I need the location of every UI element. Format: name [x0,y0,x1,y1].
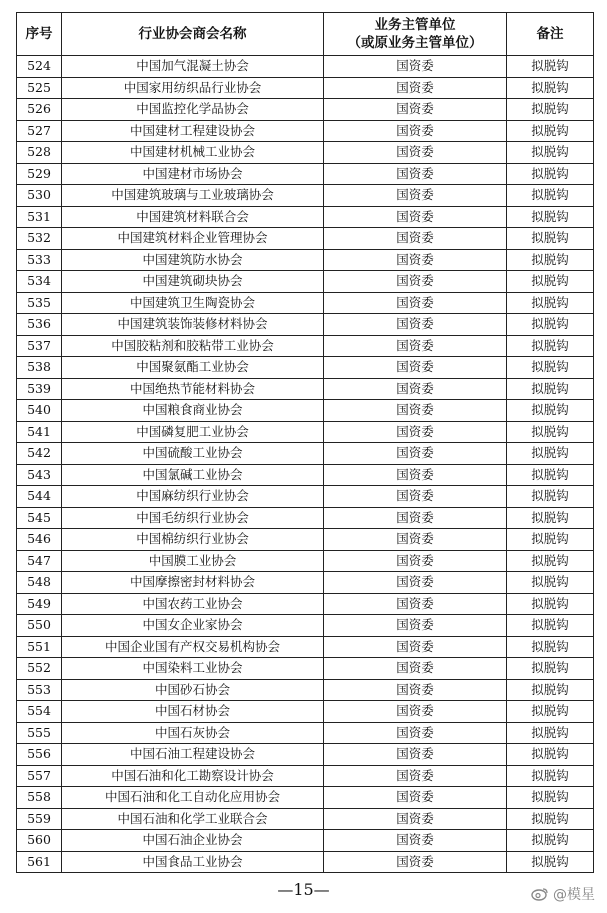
cell-name: 中国摩擦密封材料协会 [62,572,324,594]
cell-note: 拟脱钩 [507,722,594,744]
cell-no: 535 [17,292,62,314]
cell-note: 拟脱钩 [507,378,594,400]
table-row [17,744,594,766]
table-row [17,679,594,701]
cell-dept: 国资委 [324,378,507,400]
table-row [17,249,594,271]
cell-note: 拟脱钩 [507,658,594,680]
table-row [17,357,594,379]
table-row [17,529,594,551]
cell-name: 中国石油工程建设协会 [62,744,324,766]
cell-name: 中国磷复肥工业协会 [62,421,324,443]
cell-name: 中国建筑玻璃与工业玻璃协会 [62,185,324,207]
table-row [17,808,594,830]
header-note: 备注 [507,13,594,56]
cell-note: 拟脱钩 [507,228,594,250]
cell-dept: 国资委 [324,572,507,594]
cell-no: 533 [17,249,62,271]
cell-no: 561 [17,851,62,873]
table-row [17,77,594,99]
cell-no: 527 [17,120,62,142]
cell-dept: 国资委 [324,206,507,228]
table-row [17,507,594,529]
cell-dept: 国资委 [324,615,507,637]
table-row [17,787,594,809]
cell-name: 中国建材机械工业协会 [62,142,324,164]
cell-name: 中国建筑材料企业管理协会 [62,228,324,250]
cell-no: 542 [17,443,62,465]
cell-no: 541 [17,421,62,443]
cell-note: 拟脱钩 [507,77,594,99]
cell-name: 中国加气混凝土协会 [62,56,324,78]
cell-dept: 国资委 [324,77,507,99]
page-number: —15— [277,880,330,899]
cell-name: 中国石油和化学工业联合会 [62,808,324,830]
cell-note: 拟脱钩 [507,292,594,314]
cell-no: 540 [17,400,62,422]
table-row [17,658,594,680]
cell-name: 中国建筑材料联合会 [62,206,324,228]
cell-name: 中国染料工业协会 [62,658,324,680]
table-row [17,421,594,443]
cell-dept: 国资委 [324,486,507,508]
cell-no: 539 [17,378,62,400]
cell-name: 中国女企业家协会 [62,615,324,637]
cell-dept: 国资委 [324,314,507,336]
cell-name: 中国石灰协会 [62,722,324,744]
cell-name: 中国硫酸工业协会 [62,443,324,465]
cell-name: 中国监控化学品协会 [62,99,324,121]
table-row [17,443,594,465]
cell-note: 拟脱钩 [507,765,594,787]
cell-name: 中国建筑防水协会 [62,249,324,271]
cell-name: 中国农药工业协会 [62,593,324,615]
cell-name: 中国聚氨酯工业协会 [62,357,324,379]
weibo-icon [531,887,549,901]
cell-name: 中国棉纺织行业协会 [62,529,324,551]
cell-note: 拟脱钩 [507,851,594,873]
cell-note: 拟脱钩 [507,421,594,443]
watermark-text: @模星 [553,887,595,903]
cell-name: 中国胶粘剂和胶粘带工业协会 [62,335,324,357]
cell-name: 中国建筑装饰装修材料协会 [62,314,324,336]
cell-dept: 国资委 [324,507,507,529]
cell-dept: 国资委 [324,679,507,701]
cell-no: 544 [17,486,62,508]
cell-name: 中国绝热节能材料协会 [62,378,324,400]
table-row [17,56,594,78]
cell-dept: 国资委 [324,400,507,422]
cell-no: 548 [17,572,62,594]
cell-note: 拟脱钩 [507,679,594,701]
cell-name: 中国麻纺织行业协会 [62,486,324,508]
table-row [17,314,594,336]
table-row [17,292,594,314]
cell-no: 529 [17,163,62,185]
cell-note: 拟脱钩 [507,529,594,551]
cell-name: 中国建筑卫生陶瓷协会 [62,292,324,314]
table-row [17,486,594,508]
cell-no: 549 [17,593,62,615]
cell-name: 中国膜工业协会 [62,550,324,572]
cell-no: 526 [17,99,62,121]
cell-no: 525 [17,77,62,99]
cell-note: 拟脱钩 [507,572,594,594]
cell-note: 拟脱钩 [507,335,594,357]
table-row [17,378,594,400]
cell-dept: 国资委 [324,56,507,78]
cell-name: 中国石油企业协会 [62,830,324,852]
cell-no: 537 [17,335,62,357]
cell-no: 530 [17,185,62,207]
cell-note: 拟脱钩 [507,464,594,486]
cell-no: 554 [17,701,62,723]
cell-dept: 国资委 [324,722,507,744]
association-table [16,12,594,873]
cell-note: 拟脱钩 [507,163,594,185]
cell-name: 中国石油和化工勘察设计协会 [62,765,324,787]
cell-dept: 国资委 [324,787,507,809]
cell-dept: 国资委 [324,808,507,830]
table-row [17,142,594,164]
cell-dept: 国资委 [324,120,507,142]
cell-dept: 国资委 [324,292,507,314]
cell-no: 552 [17,658,62,680]
header-no: 序号 [17,13,62,56]
cell-no: 557 [17,765,62,787]
cell-dept: 国资委 [324,249,507,271]
table-row [17,271,594,293]
header-name: 行业协会商会名称 [62,13,324,56]
table-row [17,636,594,658]
table-row [17,572,594,594]
cell-note: 拟脱钩 [507,142,594,164]
cell-no: 553 [17,679,62,701]
cell-dept: 国资委 [324,163,507,185]
cell-dept: 国资委 [324,335,507,357]
table-row [17,185,594,207]
cell-name: 中国粮食商业协会 [62,400,324,422]
cell-name: 中国建筑砌块协会 [62,271,324,293]
cell-name: 中国建材市场协会 [62,163,324,185]
cell-dept: 国资委 [324,550,507,572]
table-row [17,400,594,422]
cell-name: 中国企业国有产权交易机构协会 [62,636,324,658]
table-row [17,335,594,357]
cell-note: 拟脱钩 [507,185,594,207]
cell-no: 545 [17,507,62,529]
table-row [17,120,594,142]
cell-note: 拟脱钩 [507,206,594,228]
cell-no: 551 [17,636,62,658]
cell-dept: 国资委 [324,593,507,615]
cell-note: 拟脱钩 [507,615,594,637]
cell-no: 538 [17,357,62,379]
table-header-row [17,13,594,56]
cell-note: 拟脱钩 [507,701,594,723]
cell-note: 拟脱钩 [507,593,594,615]
cell-name: 中国建材工程建设协会 [62,120,324,142]
table-row [17,701,594,723]
cell-dept: 国资委 [324,271,507,293]
cell-dept: 国资委 [324,357,507,379]
table-row [17,99,594,121]
cell-dept: 国资委 [324,830,507,852]
cell-no: 546 [17,529,62,551]
cell-note: 拟脱钩 [507,357,594,379]
header-dept [324,13,507,56]
cell-note: 拟脱钩 [507,636,594,658]
table-row [17,163,594,185]
table-row [17,830,594,852]
cell-note: 拟脱钩 [507,443,594,465]
cell-name: 中国砂石协会 [62,679,324,701]
cell-no: 534 [17,271,62,293]
cell-dept: 国资委 [324,765,507,787]
cell-name: 中国毛纺织行业协会 [62,507,324,529]
cell-note: 拟脱钩 [507,249,594,271]
cell-dept: 国资委 [324,228,507,250]
table-row [17,228,594,250]
cell-no: 528 [17,142,62,164]
cell-note: 拟脱钩 [507,808,594,830]
cell-dept: 国资委 [324,701,507,723]
cell-no: 550 [17,615,62,637]
cell-dept: 国资委 [324,443,507,465]
cell-note: 拟脱钩 [507,787,594,809]
cell-note: 拟脱钩 [507,120,594,142]
cell-dept: 国资委 [324,185,507,207]
table-row [17,851,594,873]
cell-name: 中国石材协会 [62,701,324,723]
cell-no: 536 [17,314,62,336]
cell-dept: 国资委 [324,636,507,658]
cell-no: 543 [17,464,62,486]
cell-note: 拟脱钩 [507,271,594,293]
table-row [17,765,594,787]
cell-no: 524 [17,56,62,78]
cell-dept: 国资委 [324,142,507,164]
cell-no: 531 [17,206,62,228]
cell-no: 532 [17,228,62,250]
cell-note: 拟脱钩 [507,744,594,766]
cell-name: 中国石油和化工自动化应用协会 [62,787,324,809]
cell-note: 拟脱钩 [507,99,594,121]
table-row [17,206,594,228]
cell-no: 559 [17,808,62,830]
header-dept-line1: 业务主管单位 [374,17,456,33]
cell-dept: 国资委 [324,99,507,121]
cell-name: 中国氯碱工业协会 [62,464,324,486]
cell-note: 拟脱钩 [507,486,594,508]
cell-note: 拟脱钩 [507,550,594,572]
cell-note: 拟脱钩 [507,314,594,336]
watermark [531,884,595,904]
cell-no: 558 [17,787,62,809]
table-row [17,722,594,744]
cell-note: 拟脱钩 [507,830,594,852]
cell-no: 555 [17,722,62,744]
cell-note: 拟脱钩 [507,56,594,78]
table-row [17,615,594,637]
cell-no: 560 [17,830,62,852]
cell-dept: 国资委 [324,529,507,551]
cell-no: 547 [17,550,62,572]
cell-dept: 国资委 [324,421,507,443]
table-row [17,593,594,615]
header-dept-line2: （或原业务主管单位） [347,35,483,51]
cell-note: 拟脱钩 [507,507,594,529]
cell-name: 中国食品工业协会 [62,851,324,873]
cell-dept: 国资委 [324,744,507,766]
cell-dept: 国资委 [324,851,507,873]
table-row [17,464,594,486]
cell-dept: 国资委 [324,464,507,486]
cell-note: 拟脱钩 [507,400,594,422]
table-row [17,550,594,572]
cell-no: 556 [17,744,62,766]
cell-dept: 国资委 [324,658,507,680]
cell-name: 中国家用纺织品行业协会 [62,77,324,99]
